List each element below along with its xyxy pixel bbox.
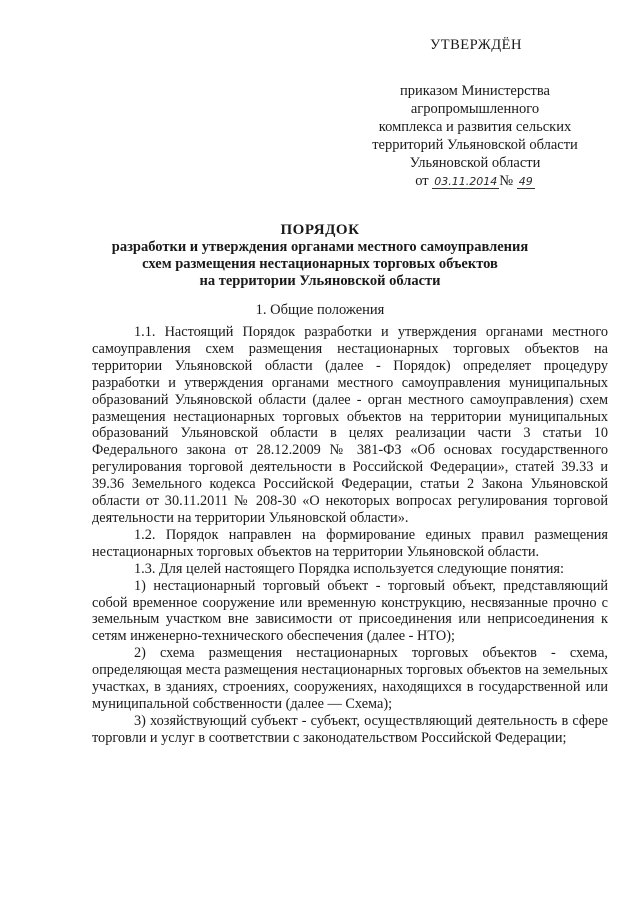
paragraph: 1.1. Настоящий Порядок разработки и утверждения органами местного самоуправления схем размещения нестационарных торговых объектов на территории Ульяновской области (далее - Порядок) определяет процедуру разработки и утверждения органами местного самоуправления муниципальных образований Ульяновской области (далее - орган местного самоуправления) схем размещения нестационарных торговых объектов на территории муниципальных образований Ульяновской области в целях реализации части 3 статьи 10 Федерального закона от 28.12.2009 № 381-ФЗ «Об основах государственного регулирования торговой деятельности в Российской Федерации», статей 39.33 и 39.36 Земельного кодекса Российской Федерации, статьи 2 Закона Ульяновской области от 30.11.2011 № 208-30 «О некоторых вопросах регулирования торговой деятельности на территории Ульяновской области». xyxy=(92,324,608,526)
approval-order-line: Ульяновской области xyxy=(409,155,541,171)
document-title xyxy=(0,222,640,290)
approval-order-line: приказом Министерства xyxy=(400,83,550,99)
approval-order xyxy=(360,82,590,172)
approval-block xyxy=(360,36,590,191)
document-title-line: разработки и утверждения органами местного самоуправления xyxy=(111,239,529,255)
paragraph: 1.2. Порядок направлен на формирование единых правил размещения нестационарных торговых объектов на территории Ульяновской области. xyxy=(92,526,608,560)
number-value: 49 xyxy=(518,175,533,188)
section-body xyxy=(92,324,608,747)
approval-order-line: комплекса и развития сельских xyxy=(378,119,572,135)
date-value: 03.11.2014 xyxy=(434,175,498,188)
paragraph: 3) хозяйствующий субъект - субъект, осуществляющий деятельность в сфере торговли и услуг в соответствии с законодательством Российской Федерации; xyxy=(92,712,608,746)
paragraph: 2) схема размещения нестационарных торговых объектов - схема, определяющая места размещения нестационарных торговых объектов на земельных участках, в зданиях, строениях, сооружениях, находящихся в государственной или муниципальной собственности (далее — Схема); xyxy=(92,645,608,712)
number-label: № xyxy=(499,173,514,189)
document-title-line: схем размещения нестационарных торговых объектов xyxy=(142,256,498,272)
date-prefix: от xyxy=(415,173,429,189)
document-title-line: на территории Ульяновской области xyxy=(199,273,441,289)
section-title: 1. Общие положения xyxy=(255,302,385,318)
approval-heading: УТВЕРЖДЁН xyxy=(430,37,522,53)
approval-order-line: агропромышленного xyxy=(410,101,540,117)
paragraph: 1) нестационарный торговый объект - торговый объект, представляющий собой временное сооружение или временную конструкцию, несвязанные прочно с земельным участком вне зависимости от присоединения или неприсоединения к сетям инженерно-технического обеспечения (далее - НТО); xyxy=(92,577,608,645)
approval-order-line: территорий Ульяновской области xyxy=(372,137,578,153)
document-title-main: ПОРЯДОК xyxy=(280,222,360,238)
approval-date-line xyxy=(360,172,590,191)
paragraph: 1.3. Для целей настоящего Порядка используется следующие понятия: xyxy=(134,560,564,577)
